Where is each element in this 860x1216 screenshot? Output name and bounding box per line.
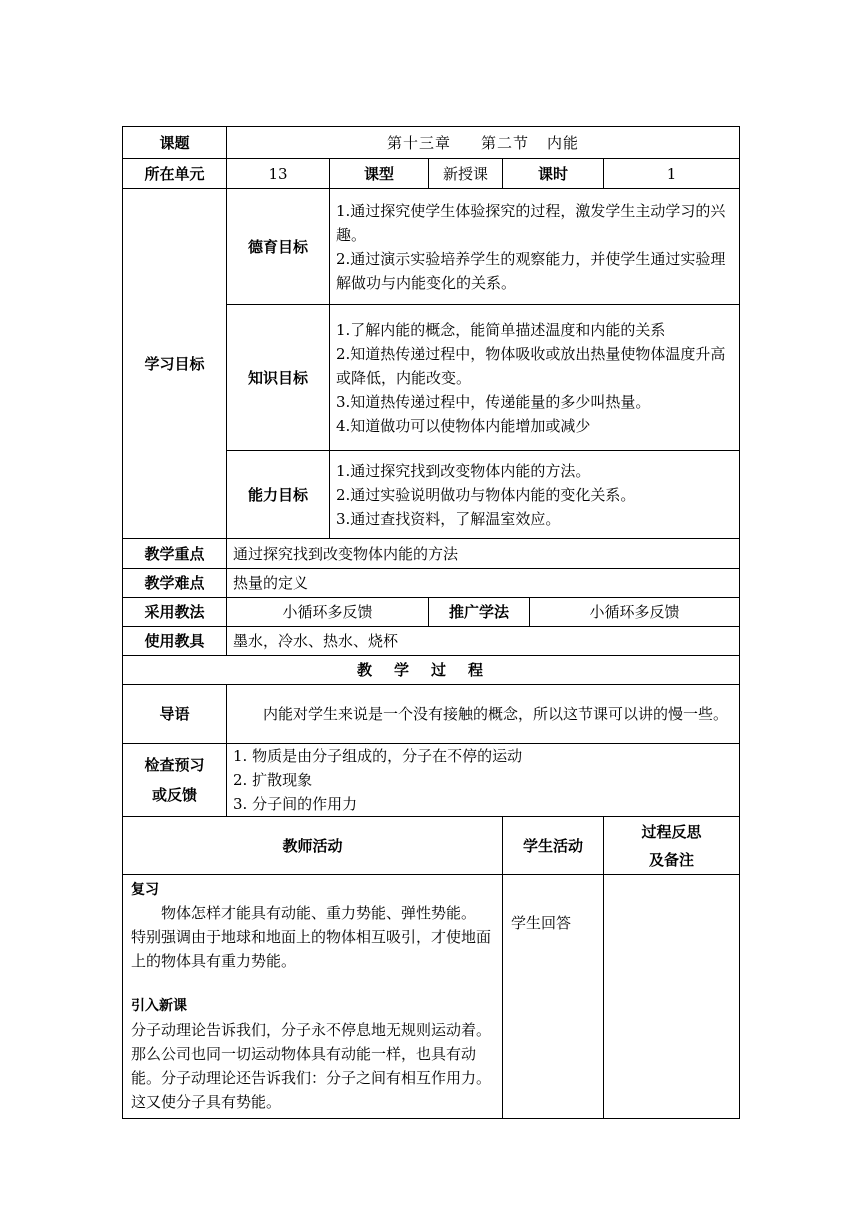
tools-value: 墨水，冷水、热水、烧杯 xyxy=(227,627,740,656)
promo-method-label: 推广学法 xyxy=(429,598,530,627)
preview-item: 3. 分子间的作用力 xyxy=(233,795,358,813)
teacher-activity-content xyxy=(123,875,503,1119)
preview-label-line: 检查预习 xyxy=(144,756,205,774)
difficulty-label: 教学难点 xyxy=(123,569,227,598)
key-point-value: 通过探究找到改变物体内能的方法 xyxy=(227,539,740,569)
intro-value: 内能对学生来说是一个没有接触的概念，所以这节课可以讲的慢一些。 xyxy=(227,685,740,744)
preview-content xyxy=(227,744,740,817)
ability-goal-label: 能力目标 xyxy=(227,451,330,539)
new-lesson-paragraph: 分子动理论告诉我们，分子永不停息地无规则运动着。那么公司也同一切运动物体具有动能一样，也具有动能。分子动理论还告诉我们：分子之间有相互作用力。这又使分子具有势能。 xyxy=(131,1020,492,1111)
student-answer: 学生回答 xyxy=(511,914,572,932)
unit-label: 所在单元 xyxy=(123,159,227,189)
knowledge-goal-item: 3.知道热传递过程中，传递能量的多少叫热量。 xyxy=(336,392,651,411)
preview-label xyxy=(123,744,227,817)
review-paragraph: 特别强调由于地球和地面上的物体相互吸引，才使地面上的物体具有重力势能。 xyxy=(131,928,492,971)
student-activity-content xyxy=(503,875,604,1119)
notes-header-line: 过程反思 xyxy=(641,822,702,841)
topic-label: 课题 xyxy=(123,127,227,159)
moral-goal-item: 2.通过演示实验培养学生的观察能力，并使学生通过实验理解做功与内能变化的关系。 xyxy=(336,249,726,292)
moral-goal-item: 1.通过探究使学生体验探究的过程，激发学生主动学习的兴趣。 xyxy=(336,201,726,244)
new-lesson-heading: 引入新课 xyxy=(131,998,187,1015)
moral-goal-content xyxy=(330,189,740,305)
promo-method-value: 小循环多反馈 xyxy=(530,598,740,627)
knowledge-goal-label: 知识目标 xyxy=(227,305,330,451)
lesson-plan-table xyxy=(122,126,740,1119)
knowledge-goal-content xyxy=(330,305,740,451)
preview-label-line: 或反馈 xyxy=(151,786,197,804)
type-value: 新授课 xyxy=(429,159,503,189)
student-activity-header: 学生活动 xyxy=(503,817,604,875)
knowledge-goal-item: 4.知道做功可以使物体内能增加或减少 xyxy=(336,416,591,435)
method-value: 小循环多反馈 xyxy=(227,598,429,627)
ability-goal-item: 1.通过探究找到改变物体内能的方法。 xyxy=(336,461,591,480)
ability-goal-content xyxy=(330,451,740,539)
topic-section: 第二节 xyxy=(481,133,530,152)
ability-goal-item: 3.通过查找资料，了解温室效应。 xyxy=(336,509,561,528)
method-label: 采用教法 xyxy=(123,598,227,627)
tools-label: 使用教具 xyxy=(123,627,227,656)
review-heading: 复习 xyxy=(131,882,159,898)
goals-label: 学习目标 xyxy=(123,189,227,539)
notes-header xyxy=(604,817,740,875)
notes-header-line: 及备注 xyxy=(649,850,695,869)
ability-goal-item: 2.通过实验说明做功与物体内能的变化关系。 xyxy=(336,485,636,504)
moral-goal-label: 德育目标 xyxy=(227,189,330,305)
type-label: 课型 xyxy=(330,159,429,189)
knowledge-goal-item: 1.了解内能的概念，能简单描述温度和内能的关系 xyxy=(336,320,666,339)
topic-chapter: 第十三章 xyxy=(386,133,451,152)
knowledge-goal-item: 2.知道热传递过程中，物体吸收或放出热量使物体温度升高或降低，内能改变。 xyxy=(336,344,726,387)
hours-value: 1 xyxy=(604,159,740,189)
process-title: 教学过程 xyxy=(123,656,740,685)
teacher-activity-header: 教师活动 xyxy=(123,817,503,875)
intro-label: 导语 xyxy=(123,685,227,744)
difficulty-value: 热量的定义 xyxy=(227,569,740,598)
unit-value: 13 xyxy=(227,159,330,189)
notes-content xyxy=(604,875,740,1119)
preview-item: 1. 物质是由分子组成的，分子在不停的运动 xyxy=(233,747,523,765)
review-paragraph: 物体怎样才能具有动能、重力势能、弹性势能。 xyxy=(161,904,477,923)
topic-name: 内能 xyxy=(547,133,580,152)
topic-title xyxy=(227,127,740,159)
hours-label: 课时 xyxy=(503,159,604,189)
key-point-label: 教学重点 xyxy=(123,539,227,569)
preview-item: 2. 扩散现象 xyxy=(233,771,313,789)
